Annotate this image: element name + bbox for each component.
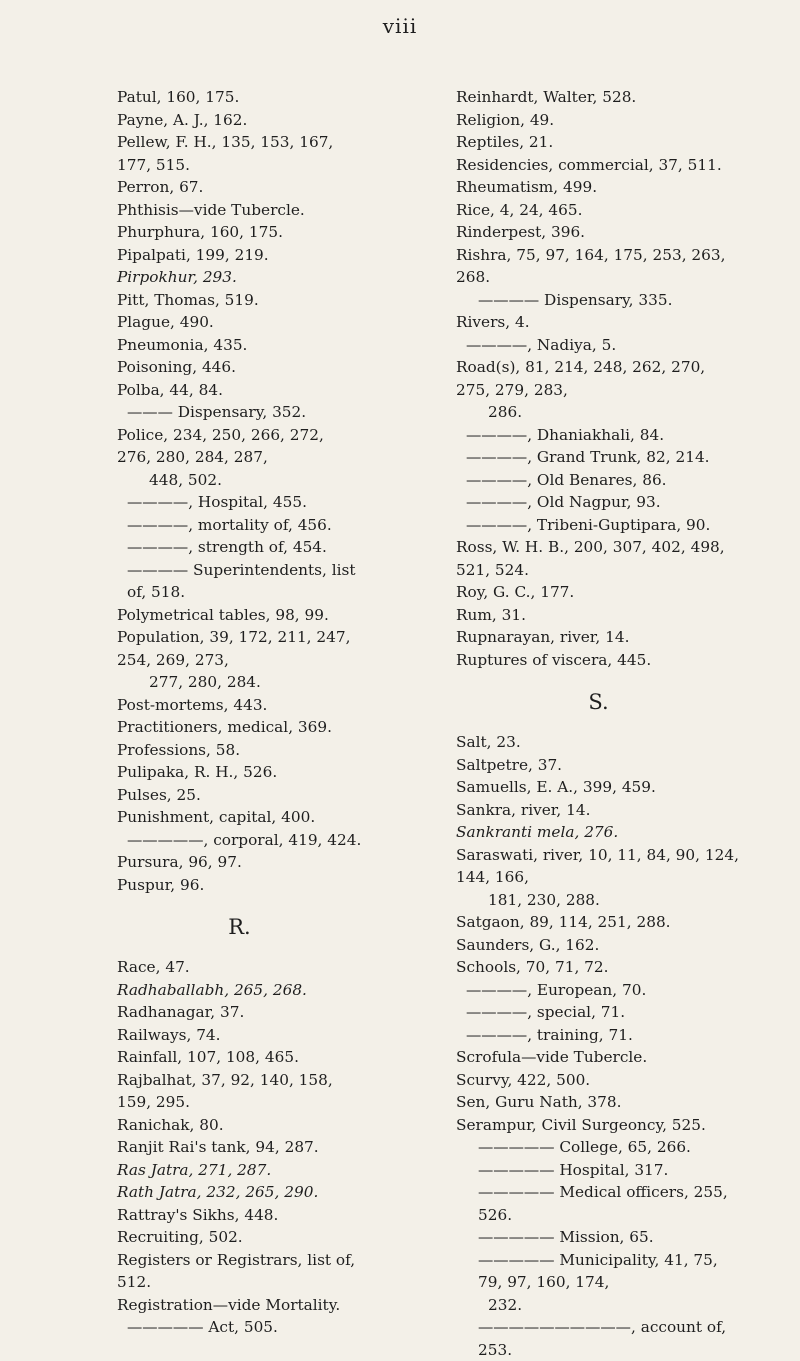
index-entry-continuation: 448, 502. (149, 470, 222, 489)
index-entry: Plague, 490. (117, 313, 214, 331)
section-heading-s: S. (588, 690, 609, 714)
index-subentry: ————, strength of, 454. (127, 538, 327, 556)
index-entry-continuation: 181, 230, 288. (488, 890, 600, 909)
index-entry: Race, 47. (117, 958, 190, 976)
index-subentry: ————, mortality of, 456. (127, 515, 332, 534)
index-entry: Poisoning, 446. (117, 358, 237, 376)
index-subentry: —————, corporal, 419, 424. (127, 830, 362, 849)
index-entry: Scurvy, 422, 500. (456, 1070, 591, 1089)
index-entry: Rajbalhat, 37, 92, 140, 158, 159, 295. (117, 1070, 333, 1111)
index-entry: Population, 39, 172, 211, 247, 254, 269, 273, (117, 628, 351, 669)
index-entry: Post-mortems, 443. (117, 695, 268, 714)
index-entry: Police, 234, 250, 266, 272, 276, 280, 284, 287, (117, 425, 324, 466)
index-entry: Schools, 70, 71, 72. (456, 958, 609, 976)
index-entry: Sankranti mela, 276. (456, 823, 619, 841)
index-entry: Pursura, 96, 97. (117, 853, 242, 871)
index-entry-continuation: 277, 280, 284. (149, 673, 261, 691)
index-entry: Polba, 44, 84. (117, 380, 223, 399)
index-entry: Sen, Guru Nath, 378. (456, 1093, 622, 1111)
index-subentry: ————— Medical officers, 255, 526. (478, 1183, 728, 1224)
index-entry: Reptiles, 21. (456, 133, 554, 151)
index-entry: Rainfall, 107, 108, 465. (117, 1048, 299, 1066)
index-entry: Roy, G. C., 177. (456, 583, 575, 601)
index-entry: Pneumonia, 435. (117, 335, 248, 354)
index-entry: Rheumatism, 499. (456, 178, 598, 196)
index-column-right (456, 86, 741, 1361)
index-subentry: ————, Hospital, 455. (127, 493, 307, 511)
index-subentry: ————, Dhaniakhali, 84. (466, 425, 665, 444)
index-subentry: ————— College, 65, 266. (478, 1138, 691, 1156)
index-subentry: ————, Tribeni-Guptipara, 90. (466, 515, 711, 534)
index-entry: Ross, W. H. B., 200, 307, 402, 498, 521, 524. (456, 538, 725, 579)
page-number: viii (382, 14, 418, 38)
index-entry: Rinderpest, 396. (456, 223, 586, 241)
index-subentry: ————, Grand Trunk, 82, 214. (466, 448, 710, 466)
index-entry: Ras Jatra, 271, 287. (117, 1160, 272, 1179)
index-subentry: ————— Act, 505. (127, 1318, 278, 1336)
index-subentry: ————— Hospital, 317. (478, 1160, 669, 1179)
index-entry: Serampur, Civil Surgeoncy, 525. (456, 1115, 706, 1134)
index-subentry: ————, Nadiya, 5. (466, 335, 617, 354)
index-subentry: ———— Dispensary, 335. (478, 290, 673, 309)
index-entry: Religion, 49. (456, 110, 555, 129)
index-entry: Railways, 74. (117, 1025, 221, 1044)
index-entry: Radhaballabh, 265, 268. (117, 980, 307, 999)
index-subentry: ————, European, 70. (466, 980, 647, 999)
index-entry: Residencies, commercial, 37, 511. (456, 155, 722, 174)
index-entry: Road(s), 81, 214, 248, 262, 270, 275, 279, 283, (456, 358, 706, 399)
index-entry-continuation: 286. (488, 403, 523, 421)
index-entry: Rupnarayan, river, 14. (456, 628, 630, 646)
index-entry: Perron, 67. (117, 178, 204, 196)
index-entry: Payne, A. J., 162. (117, 110, 248, 129)
index-entry: Salt, 23. (456, 733, 521, 751)
index-entry: Rattray's Sikhs, 448. (117, 1205, 279, 1224)
index-entry: Scrofula—vide Tubercle. (456, 1048, 648, 1066)
index-entry: Registers or Registrars, list of, 512. (117, 1250, 356, 1291)
index-entry: Saunders, G., 162. (456, 935, 600, 954)
index-entry: Sankra, river, 14. (456, 800, 591, 819)
section-heading-r: R. (228, 915, 251, 939)
index-entry: Practitioners, medical, 369. (117, 718, 332, 736)
index-entry: Pulipaka, R. H., 526. (117, 763, 278, 781)
index-entry: Ranichak, 80. (117, 1115, 224, 1134)
index-subentry: ——————————, account of, 253. (478, 1318, 727, 1359)
index-entry: Satgaon, 89, 114, 251, 288. (456, 913, 671, 931)
index-subentry: ———— Superintendents, list of, 518. (127, 560, 356, 601)
index-entry: Saraswati, river, 10, 11, 84, 90, 124, 144, 166, (456, 845, 739, 886)
index-subentry: ————— Mission, 65. (478, 1228, 654, 1246)
index-entry: Pitt, Thomas, 519. (117, 290, 259, 309)
index-column-left (117, 86, 362, 1339)
index-entry: Rum, 31. (456, 605, 526, 624)
index-entry: Ranjit Rai's tank, 94, 287. (117, 1138, 319, 1156)
index-entry: Reinhardt, Walter, 528. (456, 88, 637, 106)
index-entry: Ruptures of viscera, 445. (456, 650, 652, 669)
index-entry: Registration—vide Mortality. (117, 1295, 341, 1314)
index-entry: Pirpokhur, 293. (117, 268, 237, 286)
index-entry: Pulses, 25. (117, 785, 201, 804)
index-entry: Pellew, F. H., 135, 153, 167, 177, 515. (117, 133, 334, 174)
index-subentry: ————, Old Benares, 86. (466, 470, 667, 489)
index-subentry: ————— Municipality, 41, 75, 79, 97, 160, 174, (478, 1250, 718, 1291)
index-entry: Recruiting, 502. (117, 1228, 243, 1246)
index-subentry: ——— Dispensary, 352. (127, 403, 307, 421)
index-entry: Rivers, 4. (456, 313, 530, 331)
index-entry: Radhanagar, 37. (117, 1003, 245, 1021)
index-entry: Rishra, 75, 97, 164, 175, 253, 263, 268. (456, 245, 726, 286)
index-subentry: ————, Old Nagpur, 93. (466, 493, 661, 511)
index-subentry: ————, training, 71. (466, 1025, 633, 1044)
index-entry: Punishment, capital, 400. (117, 808, 316, 826)
index-entry: Rice, 4, 24, 465. (456, 200, 583, 219)
index-entry: Professions, 58. (117, 740, 241, 759)
index-subentry: ————, special, 71. (466, 1003, 626, 1021)
index-entry: Phurphura, 160, 175. (117, 223, 283, 241)
index-entry: Saltpetre, 37. (456, 755, 563, 774)
index-entry: Polymetrical tables, 98, 99. (117, 605, 329, 624)
index-entry: Rath Jatra, 232, 265, 290. (117, 1183, 319, 1201)
index-entry-continuation: 232. (488, 1295, 523, 1314)
index-entry: Samuells, E. A., 399, 459. (456, 778, 656, 796)
index-entry: Pipalpati, 199, 219. (117, 245, 269, 264)
index-entry: Patul, 160, 175. (117, 88, 240, 106)
index-entry: Phthisis—vide Tubercle. (117, 200, 305, 219)
index-entry: Puspur, 96. (117, 875, 205, 894)
